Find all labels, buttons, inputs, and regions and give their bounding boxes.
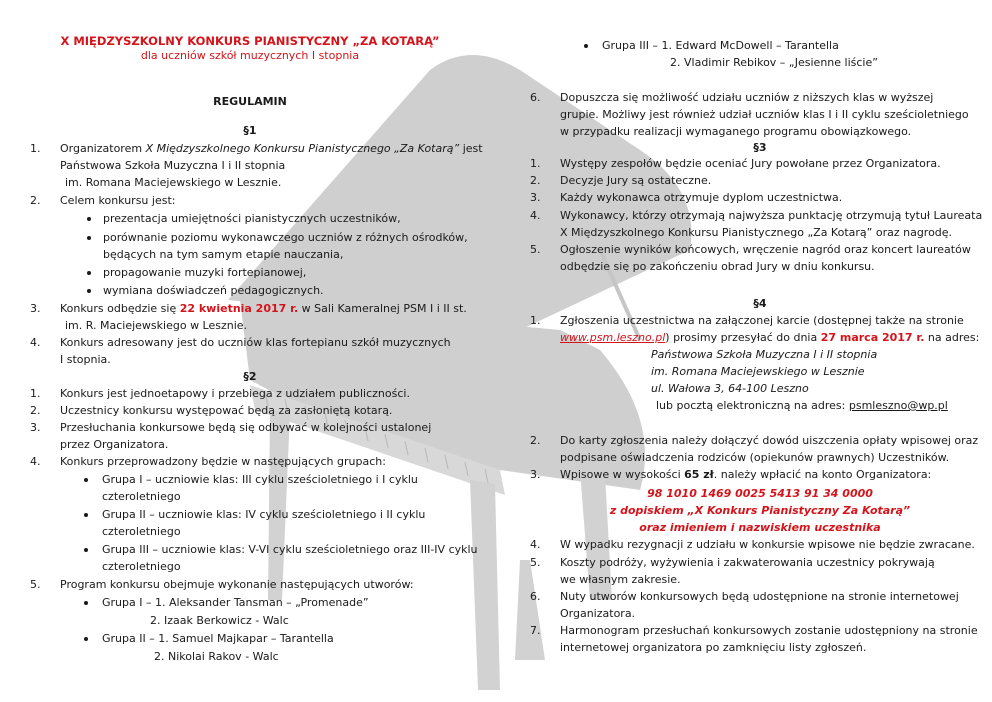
- address-line: im. Romana Maciejewskiego w Lesznie: [651, 365, 865, 378]
- jury-item: Decyzje Jury są ostateczne.: [560, 174, 712, 187]
- audience-line-2: I stopnia.: [60, 353, 111, 366]
- document-subtitle: dla uczniów szkół muzycznych I stopnia: [140, 49, 360, 62]
- program-item: 2. Vladimir Rebikov – „Jesienne liście”: [670, 56, 878, 69]
- rule-item: Uczestnicy konkursu występować będą za zasłoniętą kotarą.: [60, 404, 393, 417]
- eligibility-line: w przypadku realizacji wymaganego programu obowiązkowego.: [560, 125, 912, 138]
- item-number: 3.: [30, 302, 41, 315]
- fee-proof-line: podpisane oświadczenia rodziców (opiekunów prawnych) Uczestników.: [560, 451, 950, 464]
- item-number: 2.: [30, 194, 41, 207]
- program-intro: Program konkursu obejmuje wykonanie następujących utworów:: [60, 578, 414, 591]
- eligibility-line: Dopuszcza się możliwość udziału uczniów z niższych klas w wyższej: [560, 91, 934, 104]
- item-number: 1.: [530, 314, 541, 327]
- bank-account: 98 1010 1469 0025 5413 91 34 0000: [647, 487, 873, 500]
- goals-intro: Celem konkursu jest:: [60, 194, 176, 207]
- organizer-line: Organizatorem X Międzyszkolnego Konkursu Pianistycznego „Za Kotarą” jest: [60, 142, 483, 155]
- bullet-icon: [84, 637, 88, 641]
- goal-item: wymiana doświadczeń pedagogicznych.: [103, 284, 324, 297]
- item-number: 7.: [530, 624, 541, 637]
- jury-item: Występy zespołów będzie oceniać Jury powołane przez Organizatora.: [560, 157, 941, 170]
- rule-item: Przesłuchania konkursowe będą się odbywać w kolejności ustalonej: [60, 421, 432, 434]
- group-item: Grupa II – uczniowie klas: IV cyklu sześcioletniego i II cyklu: [102, 508, 426, 521]
- application-line-2: www.psm.leszno.pl) prosimy przesyłać do dnia 27 marca 2017 r. na adres:: [560, 331, 980, 344]
- jury-item: X Międzyszkolnego Konkursu Pianistycznego „Za Kotarą” oraz nagrodę.: [560, 226, 953, 239]
- program-item: Grupa II – 1. Samuel Majkapar – Tarantella: [102, 632, 334, 645]
- document-title: X MIĘDZYSZKOLNY KONKURS PIANISTYCZNY „ZA KOTARĄ”: [60, 34, 440, 48]
- item-number: 2.: [530, 434, 541, 447]
- group-item: czteroletniego: [102, 490, 181, 503]
- bullet-icon: [84, 513, 88, 517]
- section-4-heading: §4: [753, 297, 767, 310]
- rule-item: W wypadku rezygnacji z udziału w konkursie wpisowe nie będzie zwracane.: [560, 538, 975, 551]
- rule-item: we własnym zakresie.: [560, 573, 681, 586]
- item-number: 2.: [30, 404, 41, 417]
- item-number: 3.: [530, 468, 541, 481]
- rule-item: Harmonogram przesłuchań konkursowych zostanie udostępniony na stronie: [560, 624, 978, 637]
- item-number: 6.: [530, 91, 541, 104]
- transfer-note: z dopiskiem „X Konkurs Pianistyczny Za Kotarą”: [609, 504, 911, 517]
- email-link[interactable]: psmleszno@wp.pl: [848, 399, 948, 412]
- goal-item: będących na tym samym etapie nauczania,: [103, 248, 344, 261]
- item-number: 5.: [30, 578, 41, 591]
- goal-item: prezentacja umiejętności pianistycznych uczestników,: [103, 212, 401, 225]
- section-3-heading: §3: [753, 141, 767, 154]
- item-number: 4.: [530, 209, 541, 222]
- organizer-patron: im. Romana Maciejewskiego w Lesznie.: [65, 176, 282, 189]
- email-line: lub pocztą elektroniczną na adres: psmleszno@wp.pl: [656, 399, 948, 412]
- item-number: 3.: [30, 421, 41, 434]
- program-item: 2. Nikolai Rakov - Walc: [154, 650, 279, 663]
- eligibility-line: grupie. Możliwy jest również udział uczniów klas I i II cyklu sześcioletniego: [560, 108, 969, 121]
- fee-line: Wpisowe w wysokości 65 zł. należy wpłacić na konto Organizatora:: [560, 468, 932, 481]
- program-item: 2. Izaak Berkowicz - Walc: [150, 614, 289, 627]
- address-line: ul. Wałowa 3, 64-100 Leszno: [651, 382, 809, 395]
- rule-item: Organizatora.: [560, 607, 636, 620]
- item-number: 1.: [30, 142, 41, 155]
- program-item: Grupa III – 1. Edward McDowell – Tarantella: [602, 39, 839, 52]
- transfer-note-2: oraz imieniem i nazwiskiem uczestnika: [639, 521, 881, 534]
- fee-proof-line: Do karty zgłoszenia należy dołączyć dowód uiszczenia opłaty wpisowej oraz: [560, 434, 979, 447]
- bullet-icon: [87, 271, 91, 275]
- rule-item: internetowej organizatora po zamknięciu listy zgłoszeń.: [560, 641, 867, 654]
- group-item: Grupa I – uczniowie klas: III cyklu sześcioletniego i I cyklu: [102, 473, 418, 486]
- rule-item: przez Organizatora.: [60, 438, 169, 451]
- item-number: 5.: [530, 243, 541, 256]
- section-1-heading: §1: [243, 124, 257, 137]
- rule-item: Konkurs jest jednoetapowy i przebiega z udziałem publiczności.: [60, 387, 410, 400]
- bullet-icon: [87, 236, 91, 240]
- website-link[interactable]: www.psm.leszno.pl: [560, 331, 666, 344]
- item-number: 1.: [530, 157, 541, 170]
- jury-item: Wykonawcy, którzy otrzymają najwyższa punktację otrzymują tytuł Laureata: [560, 209, 983, 222]
- item-number: 5.: [530, 556, 541, 569]
- group-item: czteroletniego: [102, 560, 181, 573]
- bullet-icon: [84, 548, 88, 552]
- bullet-icon: [87, 217, 91, 221]
- bullet-icon: [87, 289, 91, 293]
- item-number: 6.: [530, 590, 541, 603]
- program-item: Grupa I – 1. Aleksander Tansman – „Promenade”: [102, 596, 369, 609]
- bullet-icon: [84, 601, 88, 605]
- jury-item: Każdy wykonawca otrzymuje dyplom uczestnictwa.: [560, 191, 843, 204]
- group-item: czteroletniego: [102, 525, 181, 538]
- jury-item: Ogłoszenie wyników końcowych, wręczenie nagród oraz koncert laureatów: [560, 243, 971, 256]
- regulamin-heading: REGULAMIN: [213, 95, 287, 108]
- item-number: 2.: [530, 174, 541, 187]
- section-2-heading: §2: [243, 370, 257, 383]
- item-number: 1.: [30, 387, 41, 400]
- date-line: Konkurs odbędzie się 22 kwietnia 2017 r. w Sali Kameralnej PSM I i II st.: [60, 302, 467, 315]
- group-item: Grupa III – uczniowie klas: V-VI cyklu sześcioletniego oraz III-IV cyklu: [102, 543, 478, 556]
- address-line: Państwowa Szkoła Muzyczna I i II stopnia: [651, 348, 878, 361]
- rule-item: Koszty podróży, wyżywienia i zakwaterowania uczestnicy pokrywają: [560, 556, 935, 569]
- jury-item: odbędzie się po zakończeniu obrad Jury w dniu konkursu.: [560, 260, 875, 273]
- goal-item: porównanie poziomu wykonawczego uczniów z różnych ośrodków,: [103, 231, 468, 244]
- audience-line: Konkurs adresowany jest do uczniów klas fortepianu szkół muzycznych: [60, 336, 451, 349]
- application-line: Zgłoszenia uczestnictwa na załączonej karcie (dostępnej także na stronie: [560, 314, 964, 327]
- rule-item: Konkurs przeprowadzony będzie w następujących grupach:: [60, 455, 386, 468]
- rule-item: Nuty utworów konkursowych będą udostępnione na stronie internetowej: [560, 590, 959, 603]
- organizer-school: Państwowa Szkoła Muzyczna I i II stopnia: [60, 159, 286, 172]
- item-number: 4.: [30, 336, 41, 349]
- bullet-icon: [584, 44, 588, 48]
- goal-item: propagowanie muzyki fortepianowej,: [103, 266, 307, 279]
- item-number: 3.: [530, 191, 541, 204]
- bullet-icon: [84, 478, 88, 482]
- item-number: 4.: [30, 455, 41, 468]
- item-number: 4.: [530, 538, 541, 551]
- venue-line: im. R. Maciejewskiego w Lesznie.: [65, 319, 248, 332]
